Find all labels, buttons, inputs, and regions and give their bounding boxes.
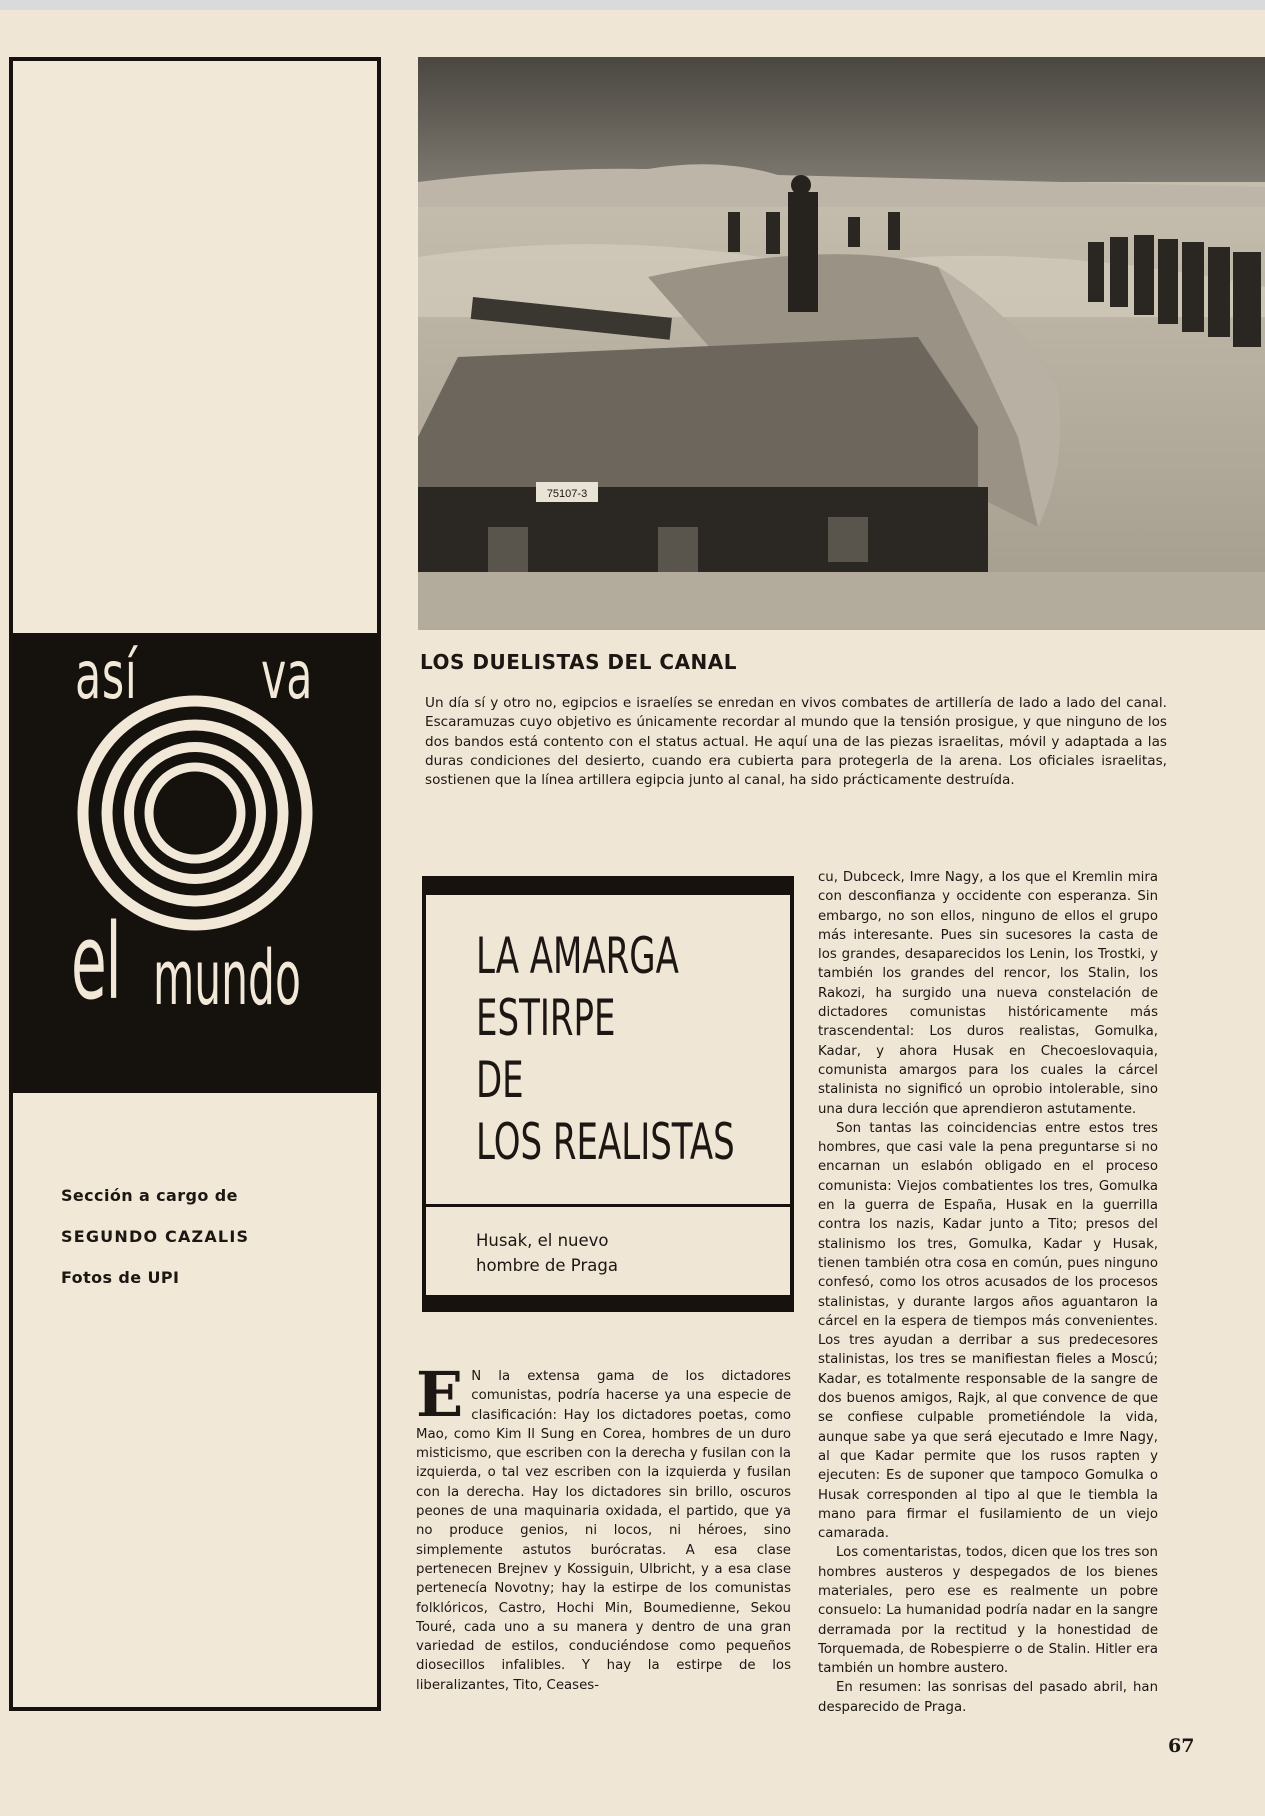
article-column-right [818, 868, 1158, 1717]
credit-author: SEGUNDO CAZALIS [61, 1227, 250, 1246]
photo-caption-title: LOS DUELISTAS DEL CANAL [420, 650, 738, 674]
article-paragraph: Los comentaristas, todos, dicen que los tres son hombres austeros y despegados de los bienes materiales, pero ese es realmente un pobre consuelo: La humanidad podría nadar en la sangre derramada por la rectitud y la honestidad de Torquemada, de Robespierre o de Stalin. Hitler era también un hombre austero. [818, 1545, 1158, 1677]
banner-word-va: va [261, 637, 313, 714]
photo-caption-text: Un día sí y otro no, egipcios e israelíes se enredan en vivos combates de artillería de lado a lado del canal. Escaramuzas cuyo objetivo es únicamente recordar al mundo que la tensión prosigue, y que ninguno de los dos bandos está contento con el status actual. He aquí una de las piezas israelitas, móvil y adaptada a las duras condiciones del desierto, cuando era cubierta para protegerla de la arena. Los oficiales israelitas, sostienen que la línea artillera egipcia junto al canal, ha sido prácticamente destruída. [425, 695, 1167, 789]
title-divider [426, 1204, 790, 1207]
subtitle-line: Husak, el nuevo [476, 1231, 609, 1250]
article-column-left [416, 1358, 791, 1695]
section-sidebar [9, 57, 381, 1711]
tank-photo [418, 57, 1265, 630]
article-title [476, 925, 735, 1173]
concentric-circles-icon [75, 693, 315, 933]
section-credits [61, 1175, 361, 1298]
article-paragraph: Son tantas las coincidencias entre estos tres hombres, que casi vale la pena preguntarse si no encarnan un eslabón obligado en el proceso comunista: Viejos combatientes los tres, Gomulka en la guerra de España, Husak en la guerrilla contra los nazis, Kadar junto a Tito; presos del stalinismo los tres, Gomulka, Kadar y Husak, tienen también otra cosa en común, pues ninguno confesó, como los otros acusados de los procesos stalinistas, y durante largos años aguantaron la cárcel en la espera de tiempos más convenientes. Los tres ayudan a derribar a sus predecesores stalinistas, los tres se manifiestan fieles a Moscú; Kadar, es totalmente responsable de la sangre de dos buenos amigos, Rajk, al que convence de que se confiese culpable prometiéndole la vida, aunque sabe ya que será ejecutado e Imre Nagy, al que Kadar permite que los rusos rapten y ejecuten: Es de suponer que tampoco Gomulka o Husak corresponden al tipo al que le tiembla la mano para firmar el fusilamiento de un viejo camarada. [818, 1120, 1158, 1542]
article-paragraph: cu, Dubceck, Imre Nagy, a los que el Kremlin mira con desconfianza y occidente con esperanza. Sin embargo, no son ellos, ninguno de ellos el grupo más interesante. Pues sin sucesores la casta de los grandes, desaparecidos los Lenin, los Trostki, y también los grandes del rencor, los Stalin, los Rakozi, ha surgido una nueva constelación de dictadores comunistas históricamente más trascendental: Los duros realistas, Gomulka, Kadar, y ahora Husak en Checoeslovaquia, comunista amargos para los cuales la cárcel stalinista no significó un oprobio intolerable, sino una dura lección que aprendieron astutamente. [818, 870, 1158, 1117]
tank-photo-illustration [418, 57, 1265, 630]
article-title-box [422, 876, 794, 1312]
banner-word-asi: así [75, 637, 138, 714]
scan-edge [0, 0, 1265, 10]
article-subtitle [476, 1228, 618, 1278]
page-number: 67 [1168, 1735, 1195, 1757]
title-line: LA AMARGA [476, 927, 679, 985]
article-paragraph: En resumen: las sonrisas del pasado abril, han desparecido de Praga. [818, 1680, 1158, 1715]
banner-word-mundo: mundo [153, 933, 301, 1022]
article-paragraph: N la extensa gama de los dictadores comunistas, podría hacerse ya una especie de clasificación: Hay los dictadores poetas, como Mao, como Kim Il Sung en Corea, hombres de un duro misticismo, que escriben con la derecha y fusilan con la izquierda, o tal vez escriben con la izquierda y fusilan con la derecha. Hay los dictadores sin brillo, oscuros peones de una maquinaria oxidada, el partido, que ya no produce genios, ni locos, ni héroes, sino simplemente astutos burócratas. A esa clase pertenecen Brejnev y Kossiguin, Ulbricht, y a esa clase pertenecía Novotny; hay la estirpe de los comunistas folklóricos, Castro, Hochi Min, Boumedienne, Sekou Touré, cada uno a su manera y dentro de una gran variedad de estilos, conduciéndose como pequeños diosecillos infalibles. Y hay la estirpe de los liberalizantes, Tito, Ceases- [416, 1369, 791, 1693]
title-line: DE [476, 1051, 524, 1109]
credit-section-label: Sección a cargo de [61, 1186, 238, 1205]
tank-number: 75107-3 [546, 488, 588, 500]
title-line: ESTIRPE [476, 989, 616, 1047]
section-banner [13, 633, 377, 1093]
banner-word-el: el [71, 901, 121, 1023]
title-line: LOS REALISTAS [476, 1113, 735, 1171]
subtitle-line: hombre de Praga [476, 1256, 618, 1275]
drop-cap: E [416, 1358, 464, 1431]
credit-photos: Fotos de UPI [61, 1268, 180, 1287]
